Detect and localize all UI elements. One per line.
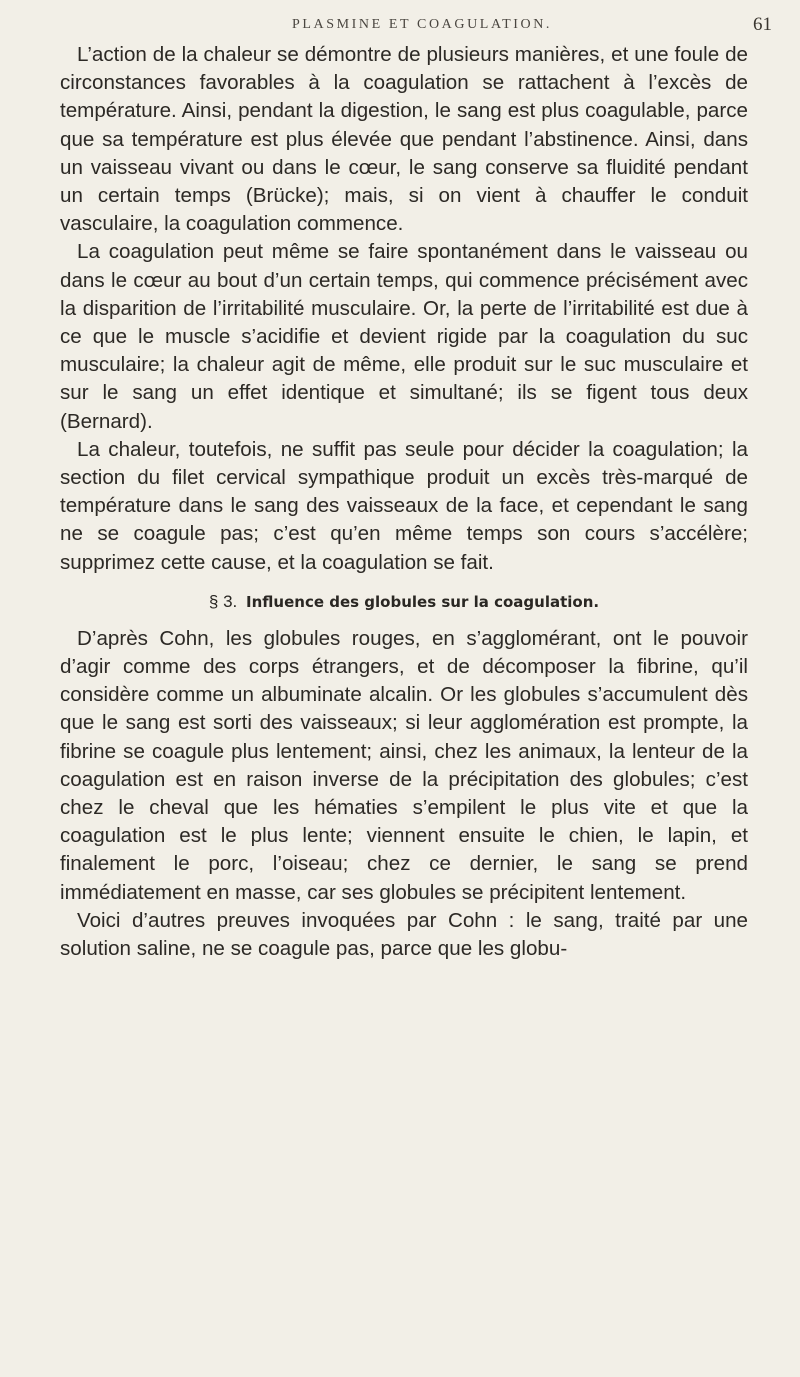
section-number: § 3. — [208, 591, 238, 611]
page-number: 61 — [753, 14, 772, 35]
body-text — [60, 41, 748, 963]
section-title: Influence des globules sur la coagulation. — [246, 592, 600, 611]
paragraph: La coagulation peut même se faire spontanément dans le vaisseau ou dans le cœur au bout d’un certain temps, qui commence précisément avec la disparition de l’irritabilité musculaire. Or, la perte de l’irritabilité est due à ce que le muscle s’acidifie et devient rigide par la coagulation du suc musculaire; la chaleur agit de même, elle produit sur le suc musculaire et sur le sang un effet identique et simultané; ils se figent tous deux (Bernard). — [60, 240, 748, 433]
paragraph: L’action de la chaleur se démontre de plusieurs manières, et une foule de circonstances favorables à la coagulation se rattachent à l’excès de température. Ainsi, pendant la digestion, le sang est plus coagulable, parce que sa température est plus élevée que pendant l’abstinence. Ainsi, dans un vaisseau vivant ou dans le cœur, le sang conserve sa fluidité pendant un certain temps (Brücke); mais, si on vient à chauffer le conduit vasculaire, la coagulation commence. — [60, 43, 748, 236]
section-heading — [60, 591, 748, 613]
running-head: PLASMINE ET COAGULATION. — [291, 17, 553, 32]
paragraph: D’après Cohn, les globules rouges, en s’agglomérant, ont le pouvoir d’agir comme des corps étrangers, et de décomposer la fibrine, qu’il considère comme un albuminate alcalin. Or les globules s’accumulent dès que le sang est sorti des vaisseaux; si leur agglomération est prompte, la fibrine se coagule plus lentement; ainsi, chez les animaux, la lenteur de la coagulation est en raison inverse de la précipitation des globules; c’est chez le cheval que les hématies s’empilent le plus vite et que la coagulation est le plus lente; viennent ensuite le chien, le lapin, et finalement le porc, l’oiseau; chez ce dernier, le sang se prend immédiatement en masse, car ses globules se précipitent lentement. — [60, 626, 748, 904]
paragraph: La chaleur, toutefois, ne suffit pas seule pour décider la coagulation; la section du filet cervical sympathique produit un excès très-marqué de température dans le sang des vaisseaux de la face, et cependant le sang ne se coagule pas; c’est qu’en même temps son cours s’accélère; supprimez cette cause, et la coagulation se fait. — [60, 437, 748, 574]
paragraph: Voici d’autres preuves invoquées par Cohn : le sang, traité par une solution saline, ne se coagule pas, parce que les globu- — [60, 908, 748, 961]
